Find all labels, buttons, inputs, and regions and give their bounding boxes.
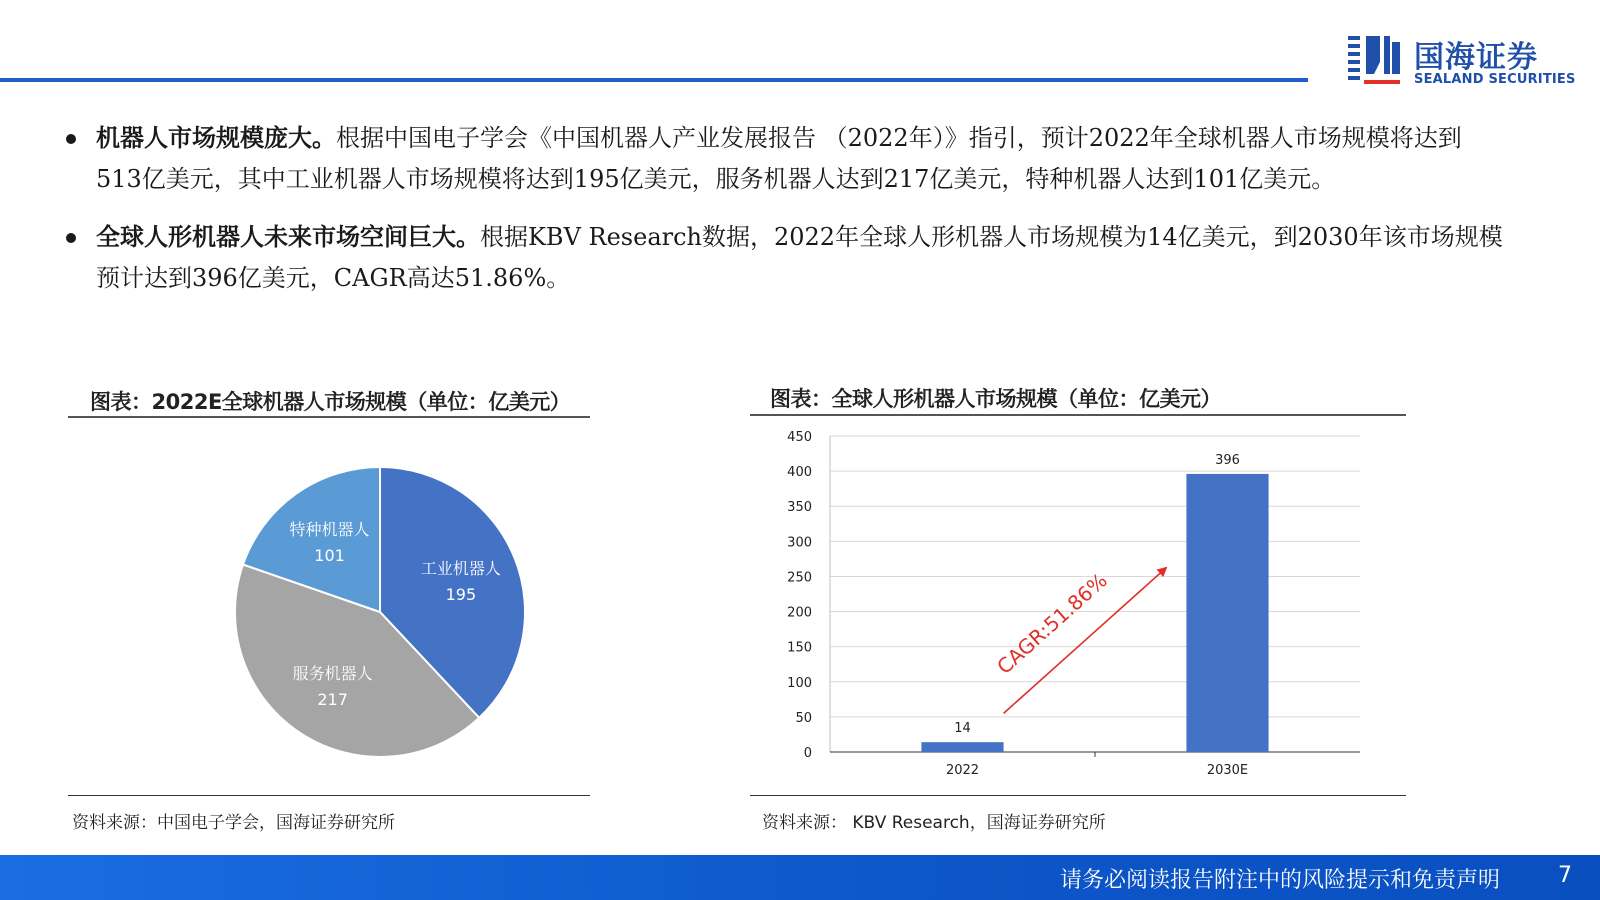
x-tick-label: 2022: [945, 763, 980, 778]
bar-source: 资料来源： KBV Research，国海证券研究所: [762, 813, 1106, 833]
bar-value-label: 396: [1215, 452, 1240, 468]
footer-bar: [0, 855, 1600, 900]
pie-slice-value: 101: [314, 546, 345, 566]
header-rule: [0, 78, 1308, 82]
cagr-annotation: CAGR:51.86%: [992, 568, 1112, 679]
bullet-item-humanoid-market: [66, 217, 1506, 299]
y-tick-label: 350: [787, 500, 812, 516]
footer-disclaimer: 请务必阅读报告附注中的风险提示和免责声明: [1059, 868, 1500, 893]
bullet-heading: 全球人形机器人未来市场空间巨大。: [96, 223, 480, 251]
page-number: 7: [1558, 863, 1572, 888]
bar-source-rule: [750, 795, 1406, 796]
x-tick-label: 2030E: [1206, 763, 1249, 778]
brand-logo: [1346, 30, 1576, 90]
bar-chart-title: 图表：全球人形机器人市场规模（单位：亿美元）: [770, 387, 1221, 411]
bullet-item-robot-market: [66, 118, 1506, 200]
bullet-text: 根据KBV Research数据，2022年全球人形机器人市场规模为14亿美元，到2030年该市场规模预计达到396亿美元，CAGR高达51.86%。: [96, 223, 1503, 292]
y-tick-label: 0: [803, 746, 812, 761]
pie-slice-label: 特种机器人: [289, 520, 370, 540]
pie-slice-value: 217: [317, 689, 348, 709]
bar-chart: [750, 416, 1410, 784]
bullet-list: [66, 118, 1506, 316]
pie-source: 资料来源：中国电子学会，国海证券研究所: [72, 813, 395, 833]
pie-source-rule: [68, 795, 590, 796]
y-tick-label: 300: [787, 535, 812, 551]
pie-slice-label: 服务机器人: [292, 663, 373, 683]
pie-slice-label: 工业机器人: [420, 559, 501, 579]
y-tick-label: 50: [795, 710, 812, 726]
y-tick-label: 400: [787, 465, 812, 481]
brand-name-cn: 国海证券: [1414, 40, 1538, 75]
bullet-dot: [66, 233, 76, 243]
y-tick-label: 100: [787, 675, 812, 691]
bar-value-label: 14: [954, 721, 971, 737]
y-tick-label: 150: [787, 640, 812, 656]
brand-name-en: SEALAND SECURITIES: [1414, 72, 1576, 87]
pie-title-rule: [68, 416, 590, 418]
y-tick-label: 450: [787, 430, 812, 445]
bullet-dot: [66, 134, 76, 144]
y-tick-label: 200: [787, 605, 812, 621]
pie-chart: [68, 430, 718, 782]
pie-slice-value: 195: [445, 585, 477, 605]
bar: [1186, 474, 1268, 752]
bullet-heading: 机器人市场规模庞大。: [96, 124, 336, 152]
pie-chart-title: 图表：2022E全球机器人市场规模（单位：亿美元）: [90, 390, 571, 414]
bar: [921, 742, 1003, 752]
bullet-text: 根据中国电子学会《中国机器人产业发展报告 （2022年）》指引，预计2022年全球机器人市场规模将达到513亿美元，其中工业机器人市场规模将达到195亿美元，服务机器人达到217亿美元，特种机器人达到101亿美元。: [96, 124, 1462, 193]
sealand-logo-icon: [1346, 32, 1402, 86]
y-tick-label: 250: [787, 570, 812, 586]
